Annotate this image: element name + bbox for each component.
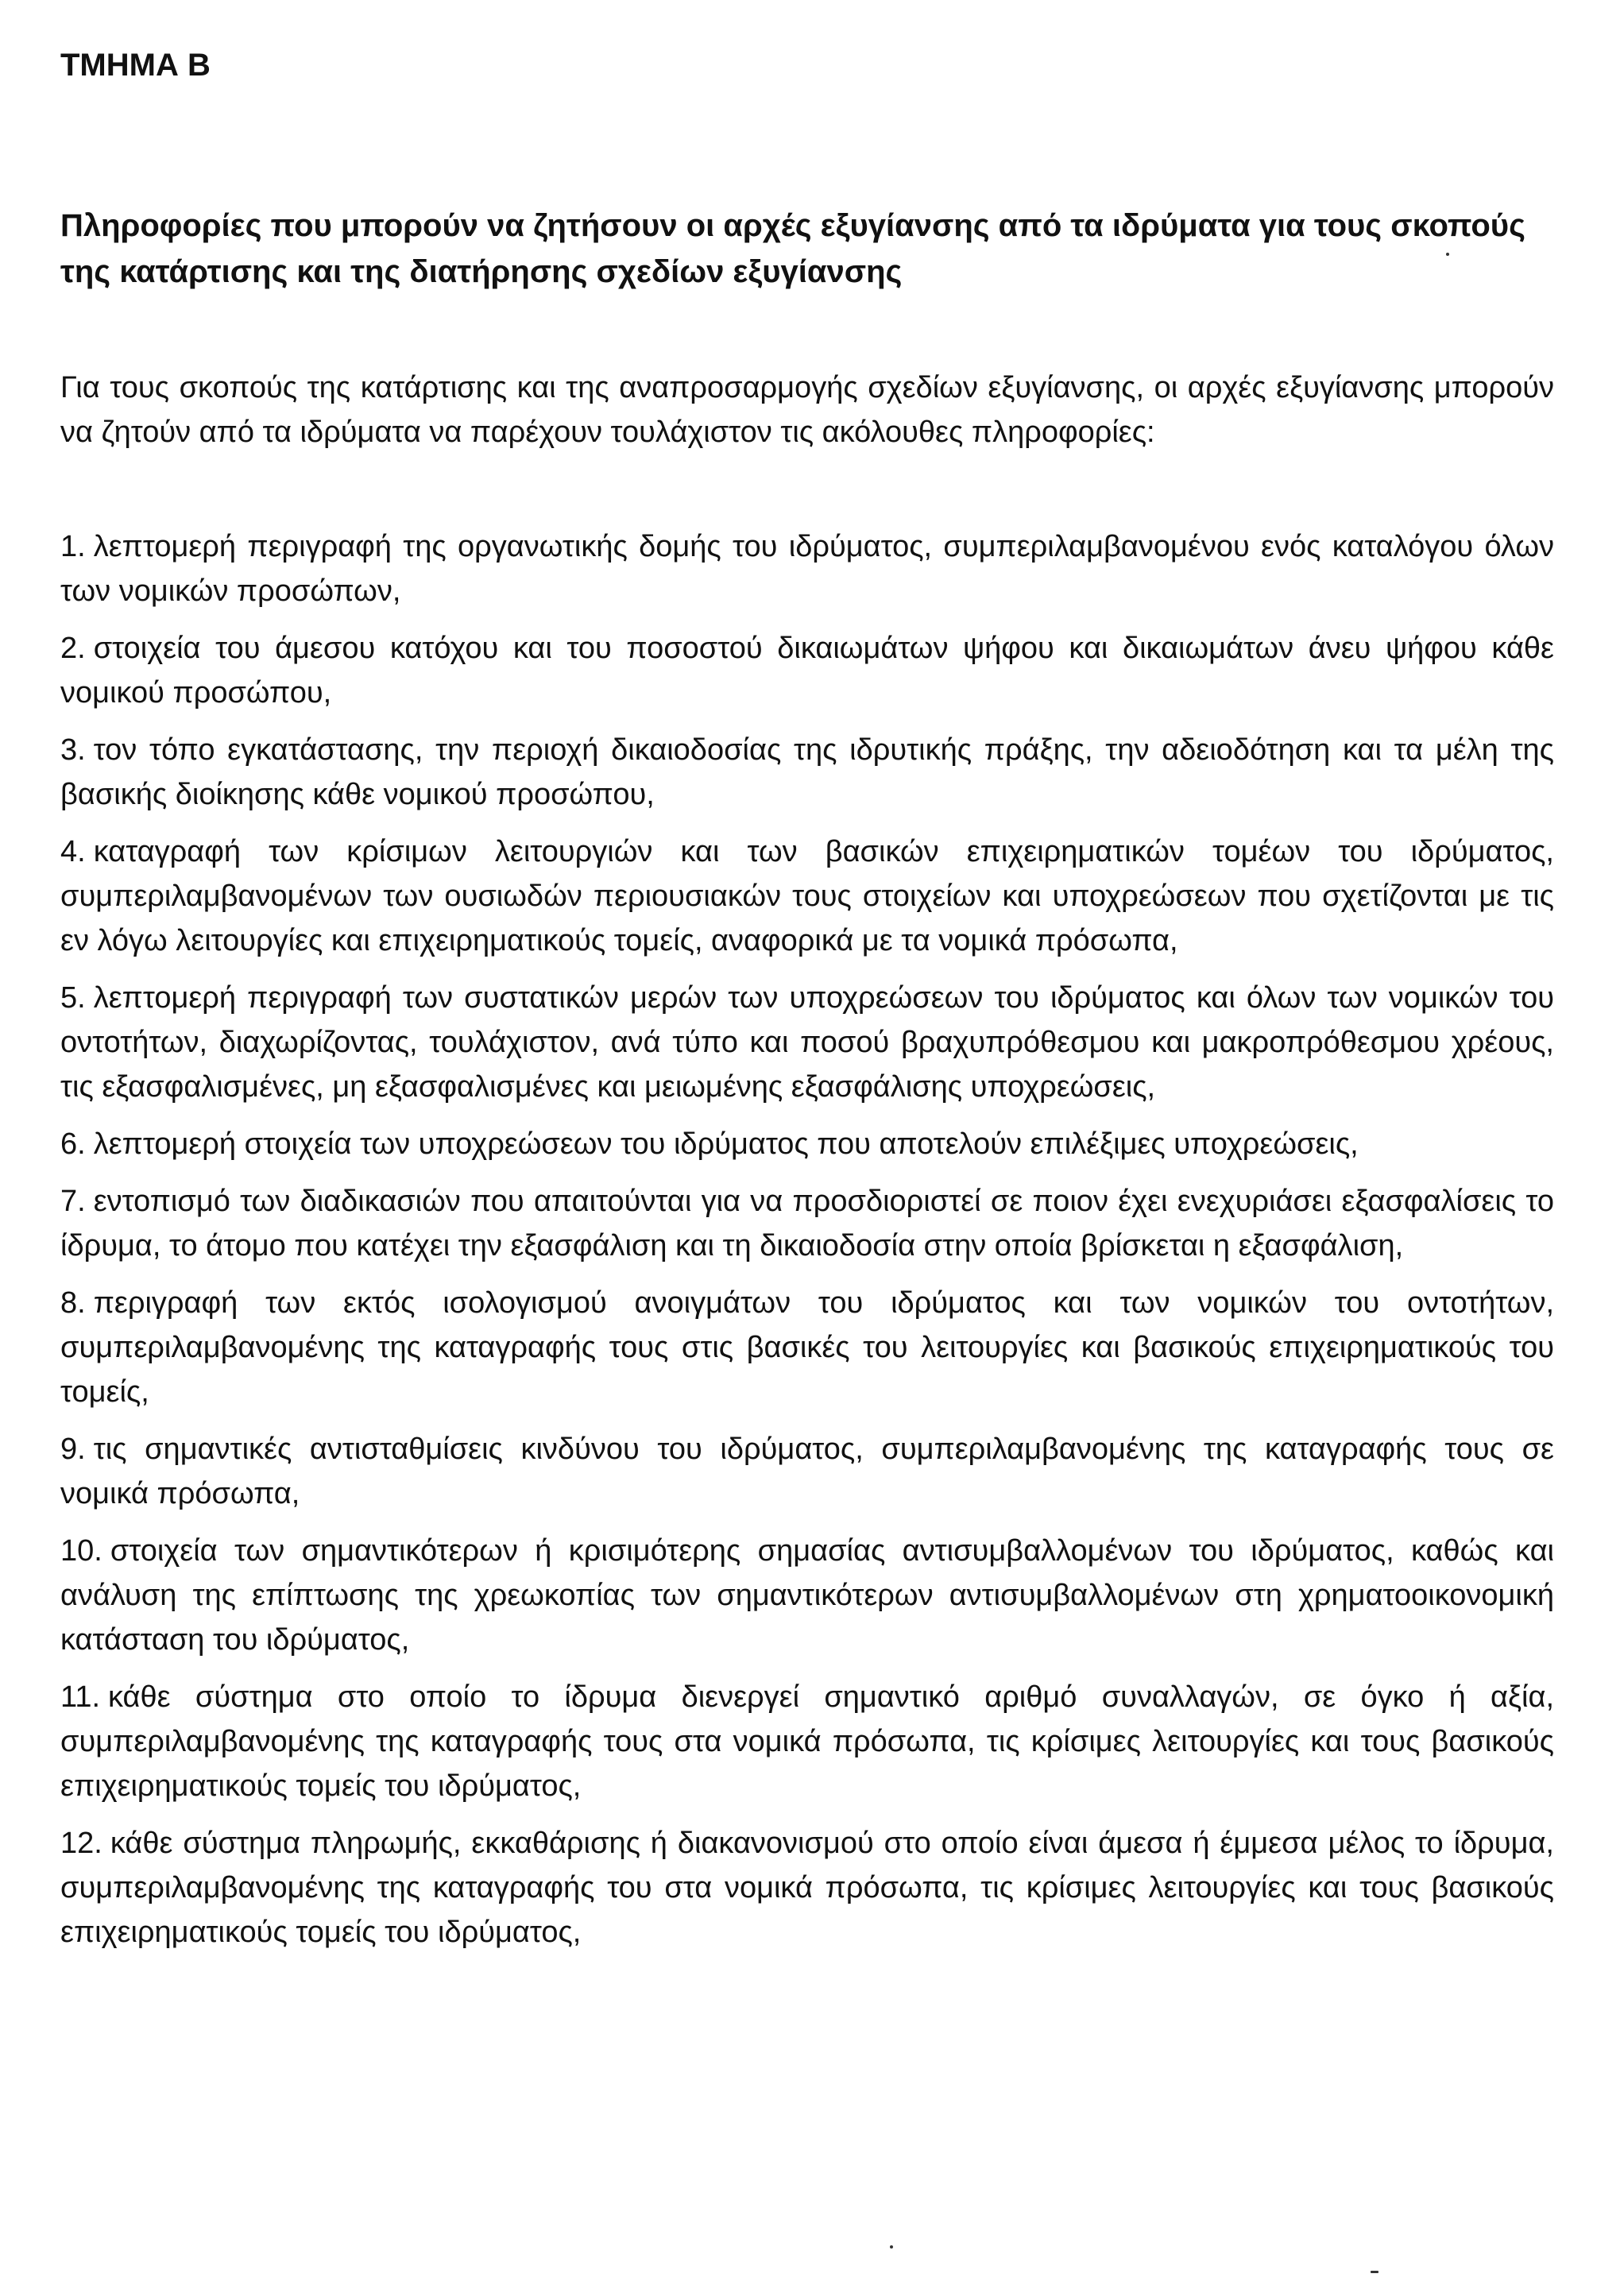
intro-paragraph: Για τους σκοπούς της κατάρτισης και της αναπροσαρμογής σχεδίων εξυγίανσης, οι αρχές εξυγίανσης μπορούν να ζητούν από τα ιδρύματα να παρέχουν τουλάχιστον τις ακόλουθες πληροφορίες: bbox=[60, 371, 1554, 449]
item-text: στοιχεία του άμεσου κατόχου και του ποσοστού δικαιωμάτων ψήφου και δικαιωμάτων άνευ ψήφου κάθε νομικού προσώπου, bbox=[60, 632, 1554, 710]
list-item bbox=[60, 524, 1554, 613]
item-number: 5. bbox=[60, 981, 86, 1015]
item-number: 6. bbox=[60, 1127, 86, 1161]
numbered-list bbox=[60, 524, 1554, 1967]
list-item bbox=[60, 1122, 1554, 1166]
item-text: τον τόπο εγκατάστασης, την περιοχή δικαιοδοσίας της ιδρυτικής πράξης, την αδειοδότηση και τα μέλη της βασικής διοίκησης κάθε νομικού προσώπου, bbox=[60, 733, 1554, 811]
item-text: κάθε σύστημα πληρωμής, εκκαθάρισης ή διακανονισμού στο οποίο είναι άμεσα ή έμμεσα μέλος το ίδρυμα, συμπεριλαμβανομένης της καταγραφής του στα νομικά πρόσωπα, τις κρίσιμες λειτουργίες και τους βασικούς επιχειρηματικούς τομείς του ιδρύματος, bbox=[60, 1827, 1554, 1949]
list-item bbox=[60, 976, 1554, 1109]
item-text: καταγραφή των κρίσιμων λειτουργιών και των βασικών επιχειρηματικών τομέων του ιδρύματος, συμπεριλαμβανομένων των ουσιωδών περιουσιακών τους στοιχείων και υποχρεώσεων που σχετίζονται με τις εν λόγω λειτουργίες και επιχειρηματικούς τομείς, αναφορικά με τα νομικά πρόσωπα, bbox=[60, 835, 1554, 957]
scan-artifact bbox=[1371, 2271, 1378, 2273]
item-number: 10. bbox=[60, 1534, 102, 1568]
list-item bbox=[60, 1529, 1554, 1662]
item-text: εντοπισμό των διαδικασιών που απαιτούνται για να προσδιοριστεί σε ποιον έχει ενεχυριάσει εξασφαλίσεις το ίδρυμα, το άτομο που κατέχει την εξασφάλιση και τη δικαιοδοσία στην οποία βρίσκεται η εξασφάλιση, bbox=[60, 1185, 1554, 1263]
item-text: λεπτομερή στοιχεία των υποχρεώσεων του ιδρύματος που αποτελούν επιλέξιμες υποχρεώσεις, bbox=[93, 1127, 1359, 1161]
document-heading: Πληροφορίες που μπορούν να ζητήσουν οι αρχές εξυγίανσης από τα ιδρύματα για τους σκοπούς της κατάρτισης και της διατήρησης σχεδίων εξυγίανσης bbox=[60, 208, 1525, 289]
item-number: 8. bbox=[60, 1286, 86, 1320]
list-item bbox=[60, 1179, 1554, 1268]
item-text: λεπτομερή περιγραφή των συστατικών μερών των υποχρεώσεων του ιδρύματος και όλων των νομικών του οντοτήτων, διαχωρίζοντας, τουλάχιστον, ανά τύπο και ποσού βραχυπρόθεσμου και μακροπρόθεσμου χρέους, τις εξασφαλισμένες, μη εξασφαλισμένες και μειωμένης εξασφάλισης υποχρεώσεις, bbox=[60, 981, 1554, 1104]
scan-artifact bbox=[1446, 253, 1449, 256]
item-number: 11. bbox=[60, 1680, 101, 1714]
list-item bbox=[60, 1427, 1554, 1516]
scan-artifact bbox=[890, 2245, 893, 2249]
item-text: λεπτομερή περιγραφή της οργανωτικής δομής του ιδρύματος, συμπεριλαμβανομένου ενός καταλόγου όλων των νομικών προσώπων, bbox=[60, 530, 1554, 608]
list-item bbox=[60, 1821, 1554, 1955]
item-text: στοιχεία των σημαντικότερων ή κρισιμότερης σημασίας αντισυμβαλλομένων του ιδρύματος, καθώς και ανάλυση της επίπτωσης της χρεωκοπίας των σημαντικότερων αντισυμβαλλομένων στη χρηματοοικονομική κατάσταση του ιδρύματος, bbox=[60, 1534, 1554, 1657]
list-item bbox=[60, 626, 1554, 715]
item-number: 1. bbox=[60, 530, 86, 563]
list-item bbox=[60, 1281, 1554, 1414]
list-item bbox=[60, 728, 1554, 817]
item-number: 3. bbox=[60, 733, 86, 767]
item-number: 4. bbox=[60, 835, 86, 868]
item-number: 9. bbox=[60, 1433, 86, 1466]
item-text: περιγραφή των εκτός ισολογισμού ανοιγμάτων του ιδρύματος και των νομικών του οντοτήτων, συμπεριλαμβανομένης της καταγραφής τους στις βασικές του λειτουργίες και βασικούς επιχειρηματικούς του τομείς, bbox=[60, 1286, 1554, 1409]
list-item bbox=[60, 829, 1554, 963]
item-text: κάθε σύστημα στο οποίο το ίδρυμα διενεργεί σημαντικό αριθμό συναλλαγών, σε όγκο ή αξία, συμπεριλαμβανομένης της καταγραφής τους στα νομικά πρόσωπα, τις κρίσιμες λειτουργίες και τους βασικούς επιχειρηματικούς τομείς του ιδρύματος, bbox=[60, 1680, 1554, 1803]
list-item bbox=[60, 1675, 1554, 1808]
section-title: ΤΜΗΜΑ Β bbox=[60, 48, 211, 83]
item-number: 12. bbox=[60, 1827, 102, 1860]
item-number: 7. bbox=[60, 1185, 86, 1218]
item-text: τις σημαντικές αντισταθμίσεις κινδύνου του ιδρύματος, συμπεριλαμβανομένης της καταγραφής τους σε νομικά πρόσωπα, bbox=[60, 1433, 1554, 1510]
item-number: 2. bbox=[60, 632, 86, 665]
